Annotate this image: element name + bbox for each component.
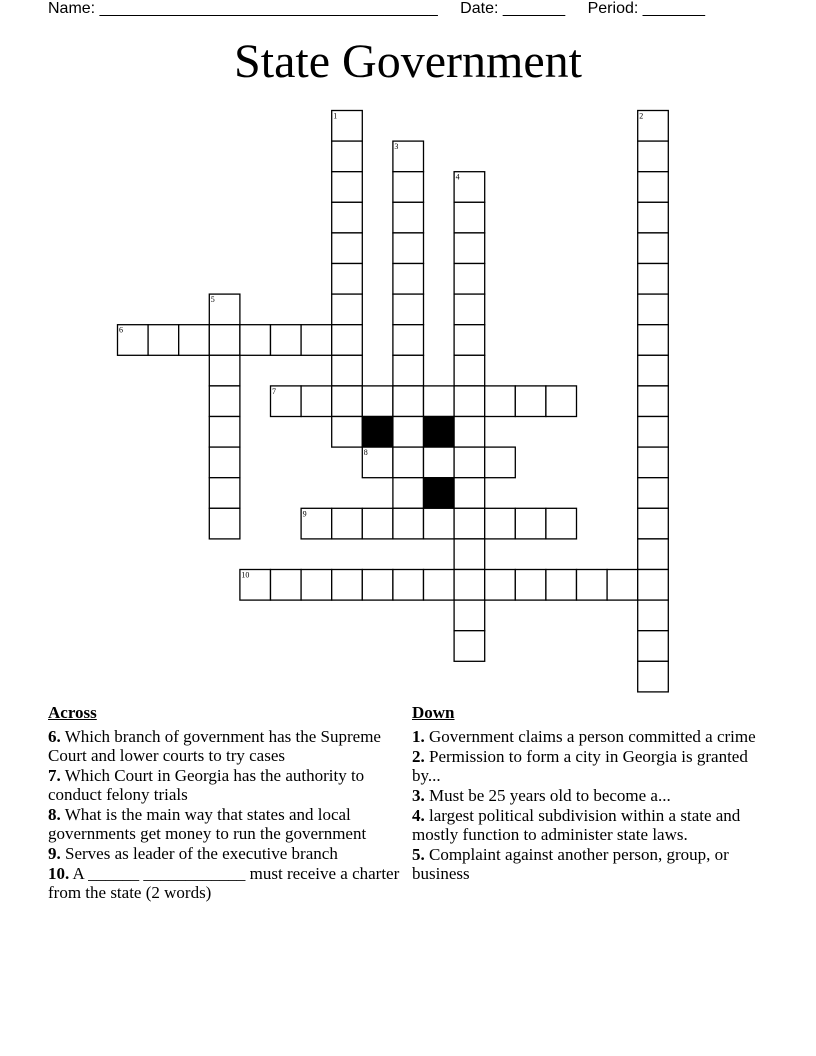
grid-cell[interactable] <box>638 355 669 386</box>
clue-across-10: 10. A ______ ____________ must receive a charter from the state (2 words) <box>48 864 400 902</box>
grid-cell[interactable] <box>515 570 546 601</box>
grid-cell[interactable] <box>332 294 363 325</box>
grid-cell[interactable] <box>454 539 485 570</box>
grid-cell[interactable] <box>454 417 485 448</box>
page-title: State Government <box>234 35 582 88</box>
grid-cell-9[interactable] <box>301 508 332 539</box>
grid-cell[interactable] <box>638 447 669 478</box>
grid-cell[interactable] <box>454 202 485 233</box>
clue-number: 9 <box>302 509 307 519</box>
grid-cell[interactable] <box>485 386 516 417</box>
grid-cell[interactable] <box>240 325 271 356</box>
grid-cell[interactable] <box>271 325 302 356</box>
clue-number: 4 <box>455 172 460 182</box>
grid-cell[interactable] <box>485 447 516 478</box>
date-field: Date: _______ <box>460 0 566 17</box>
grid-cell[interactable] <box>332 355 363 386</box>
grid-cell[interactable] <box>424 570 455 601</box>
grid-cell[interactable] <box>454 478 485 509</box>
down-heading: Down <box>412 703 455 722</box>
clue-down-5: 5. Complaint against another person, group, or business <box>412 845 729 883</box>
grid-cell[interactable] <box>393 478 424 509</box>
grid-cell[interactable] <box>209 508 240 539</box>
grid-cell[interactable] <box>209 386 240 417</box>
grid-cell[interactable] <box>332 325 363 356</box>
grid-cell[interactable] <box>515 508 546 539</box>
grid-cell[interactable] <box>393 417 424 448</box>
grid-cell-6[interactable] <box>118 325 149 356</box>
grid-block <box>424 478 455 509</box>
grid-cell[interactable] <box>638 661 669 692</box>
clue-across-6: 6. Which branch of government has the Supreme Court and lower courts to try cases <box>48 727 381 765</box>
grid-cell[interactable] <box>638 386 669 417</box>
grid-cell[interactable] <box>301 570 332 601</box>
clue-down-2: 2. Permission to form a city in Georgia is granted by... <box>412 747 748 785</box>
grid-cell[interactable] <box>332 508 363 539</box>
grid-cell[interactable] <box>393 355 424 386</box>
grid-cell[interactable] <box>209 355 240 386</box>
grid-cell[interactable] <box>546 570 577 601</box>
grid-cell[interactable] <box>638 294 669 325</box>
clue-down-4: 4. largest political subdivision within a state and mostly function to administer state laws. <box>412 806 741 844</box>
down-clues <box>412 703 768 884</box>
grid-cell[interactable] <box>454 508 485 539</box>
grid-cell[interactable] <box>209 325 240 356</box>
clue-down-1: 1. Government claims a person committed a crime <box>412 727 756 746</box>
grid-cell[interactable] <box>332 264 363 295</box>
grid-cell[interactable] <box>577 570 608 601</box>
grid-cell[interactable] <box>332 570 363 601</box>
grid-cell[interactable] <box>638 141 669 172</box>
grid-cell[interactable] <box>148 325 179 356</box>
grid-cell-2[interactable] <box>638 111 669 142</box>
grid-cell[interactable] <box>393 447 424 478</box>
grid-cell[interactable] <box>638 172 669 203</box>
grid-cell[interactable] <box>638 539 669 570</box>
grid-cell[interactable] <box>179 325 210 356</box>
grid-cell[interactable] <box>515 386 546 417</box>
clue-across-7: 7. Which Court in Georgia has the authority to conduct felony trials <box>48 766 365 804</box>
grid-cell[interactable] <box>454 386 485 417</box>
grid-cell[interactable] <box>454 325 485 356</box>
grid-cell[interactable] <box>454 570 485 601</box>
grid-cell[interactable] <box>546 386 577 417</box>
grid-cell[interactable] <box>638 600 669 631</box>
grid-cell[interactable] <box>638 325 669 356</box>
clue-number: 7 <box>272 386 276 396</box>
clue-number: 1 <box>333 111 338 121</box>
clue-number: 8 <box>363 448 368 458</box>
grid-cell-3[interactable] <box>393 141 424 172</box>
grid-cell[interactable] <box>454 264 485 295</box>
grid-cell[interactable] <box>332 386 363 417</box>
grid-block <box>424 417 455 448</box>
grid-cell[interactable] <box>332 233 363 264</box>
grid-cell[interactable] <box>362 508 393 539</box>
grid-cell-4[interactable] <box>454 172 485 203</box>
clue-number: 2 <box>639 111 644 121</box>
clue-number: 10 <box>241 570 250 580</box>
grid-cell[interactable] <box>638 202 669 233</box>
grid-cell[interactable] <box>362 386 393 417</box>
grid-cell[interactable] <box>393 386 424 417</box>
across-clues <box>48 703 404 903</box>
clue-number: 6 <box>119 325 123 335</box>
grid-cell[interactable] <box>332 141 363 172</box>
grid-cell[interactable] <box>393 202 424 233</box>
grid-cell[interactable] <box>424 447 455 478</box>
grid-cell-10[interactable] <box>240 570 271 601</box>
grid-cell[interactable] <box>638 631 669 662</box>
grid-cell[interactable] <box>271 570 302 601</box>
grid-cell[interactable] <box>332 417 363 448</box>
grid-cell[interactable] <box>607 570 638 601</box>
grid-cell[interactable] <box>424 386 455 417</box>
grid-block <box>362 417 393 448</box>
grid-cell[interactable] <box>454 631 485 662</box>
clue-down-3: 3. Must be 25 years old to become a... <box>412 786 671 805</box>
grid-cell[interactable] <box>301 386 332 417</box>
grid-cell-5[interactable] <box>209 294 240 325</box>
grid-cell[interactable] <box>209 478 240 509</box>
grid-cell[interactable] <box>454 233 485 264</box>
grid-cell[interactable] <box>485 508 516 539</box>
clue-across-9: 9. Serves as leader of the executive branch <box>48 844 338 863</box>
grid-cell[interactable] <box>638 508 669 539</box>
grid-cell[interactable] <box>454 355 485 386</box>
grid-cell[interactable] <box>301 325 332 356</box>
grid-cell[interactable] <box>332 202 363 233</box>
grid-cell[interactable] <box>454 600 485 631</box>
grid-cell[interactable] <box>485 570 516 601</box>
grid-cell[interactable] <box>393 233 424 264</box>
grid-cell[interactable] <box>332 172 363 203</box>
clue-number: 3 <box>394 142 399 152</box>
clue-across-8: 8. What is the main way that states and local governments get money to run the government <box>48 805 367 843</box>
grid-cell-8[interactable] <box>362 447 393 478</box>
grid-cell[interactable] <box>393 172 424 203</box>
across-heading: Across <box>48 703 97 722</box>
grid-cell[interactable] <box>546 508 577 539</box>
grid-cell[interactable] <box>209 447 240 478</box>
grid-cell[interactable] <box>209 417 240 448</box>
grid-cell[interactable] <box>393 264 424 295</box>
clue-number: 5 <box>210 295 215 305</box>
grid-cell[interactable] <box>393 508 424 539</box>
grid-cell[interactable] <box>638 478 669 509</box>
grid-cell[interactable] <box>393 325 424 356</box>
grid-cell[interactable] <box>638 233 669 264</box>
grid-cell[interactable] <box>424 508 455 539</box>
grid-cell[interactable] <box>362 570 393 601</box>
grid-cell[interactable] <box>454 447 485 478</box>
period-field: Period: _______ <box>587 0 706 17</box>
grid-cell[interactable] <box>454 294 485 325</box>
grid-cell[interactable] <box>393 294 424 325</box>
grid-cell-1[interactable] <box>332 111 363 142</box>
grid-cell[interactable] <box>393 570 424 601</box>
grid-cell[interactable] <box>638 264 669 295</box>
name-field: Name: ______________________________________ <box>48 0 438 17</box>
grid-cell[interactable] <box>638 417 669 448</box>
grid-cell-7[interactable] <box>271 386 302 417</box>
grid-cell[interactable] <box>638 570 669 601</box>
